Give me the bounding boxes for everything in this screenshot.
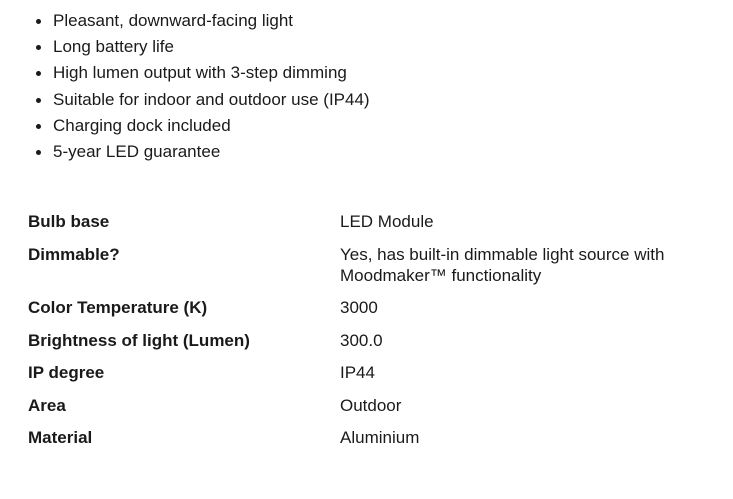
feature-text: 5-year LED guarantee [53, 142, 221, 162]
feature-text: Charging dock included [53, 115, 231, 135]
feature-item [28, 34, 370, 60]
spec-value: IP44 [340, 363, 375, 382]
feature-item [28, 139, 370, 165]
spec-label: Material [28, 428, 93, 447]
spec-label: Brightness of light (Lumen) [28, 330, 250, 350]
feature-text: High lumen output with 3-step dimming [53, 63, 347, 83]
spec-value: Outdoor [340, 395, 402, 415]
bullet-icon [36, 71, 41, 76]
spec-row-dimmable [28, 244, 718, 286]
spec-label: Bulb base [28, 212, 110, 231]
bullet-icon [36, 98, 41, 103]
spec-row-ip-degree [28, 362, 718, 383]
spec-row-bulb-base [28, 211, 718, 232]
bullet-icon [36, 19, 41, 24]
specifications-table [28, 211, 718, 460]
bullet-icon [36, 150, 41, 155]
spec-value: Aluminium [340, 428, 420, 447]
feature-item [28, 8, 370, 34]
feature-item [28, 113, 370, 139]
spec-row-material [28, 427, 718, 448]
spec-label: Area [28, 395, 66, 415]
bullet-icon [36, 124, 41, 129]
spec-label: IP degree [28, 363, 105, 382]
feature-item [28, 60, 370, 86]
bullet-icon [36, 45, 41, 50]
feature-item [28, 87, 370, 113]
spec-label: Dimmable? [28, 244, 120, 264]
feature-text: Pleasant, downward-facing light [53, 11, 294, 30]
spec-value: 300.0 [340, 330, 383, 350]
spec-row-brightness [28, 330, 718, 351]
spec-label: Color Temperature (K) [28, 298, 208, 317]
feature-text: Suitable for indoor and outdoor use (IP44) [53, 89, 370, 109]
spec-row-color-temperature [28, 297, 718, 318]
spec-row-area [28, 395, 718, 416]
spec-value: 3000 [340, 298, 378, 317]
spec-value: Yes, has built-in dimmable light source with Moodmaker™ functionality [340, 244, 665, 285]
spec-value: LED Module [340, 212, 434, 231]
feature-text: Long battery life [53, 37, 174, 57]
feature-list [28, 8, 370, 165]
